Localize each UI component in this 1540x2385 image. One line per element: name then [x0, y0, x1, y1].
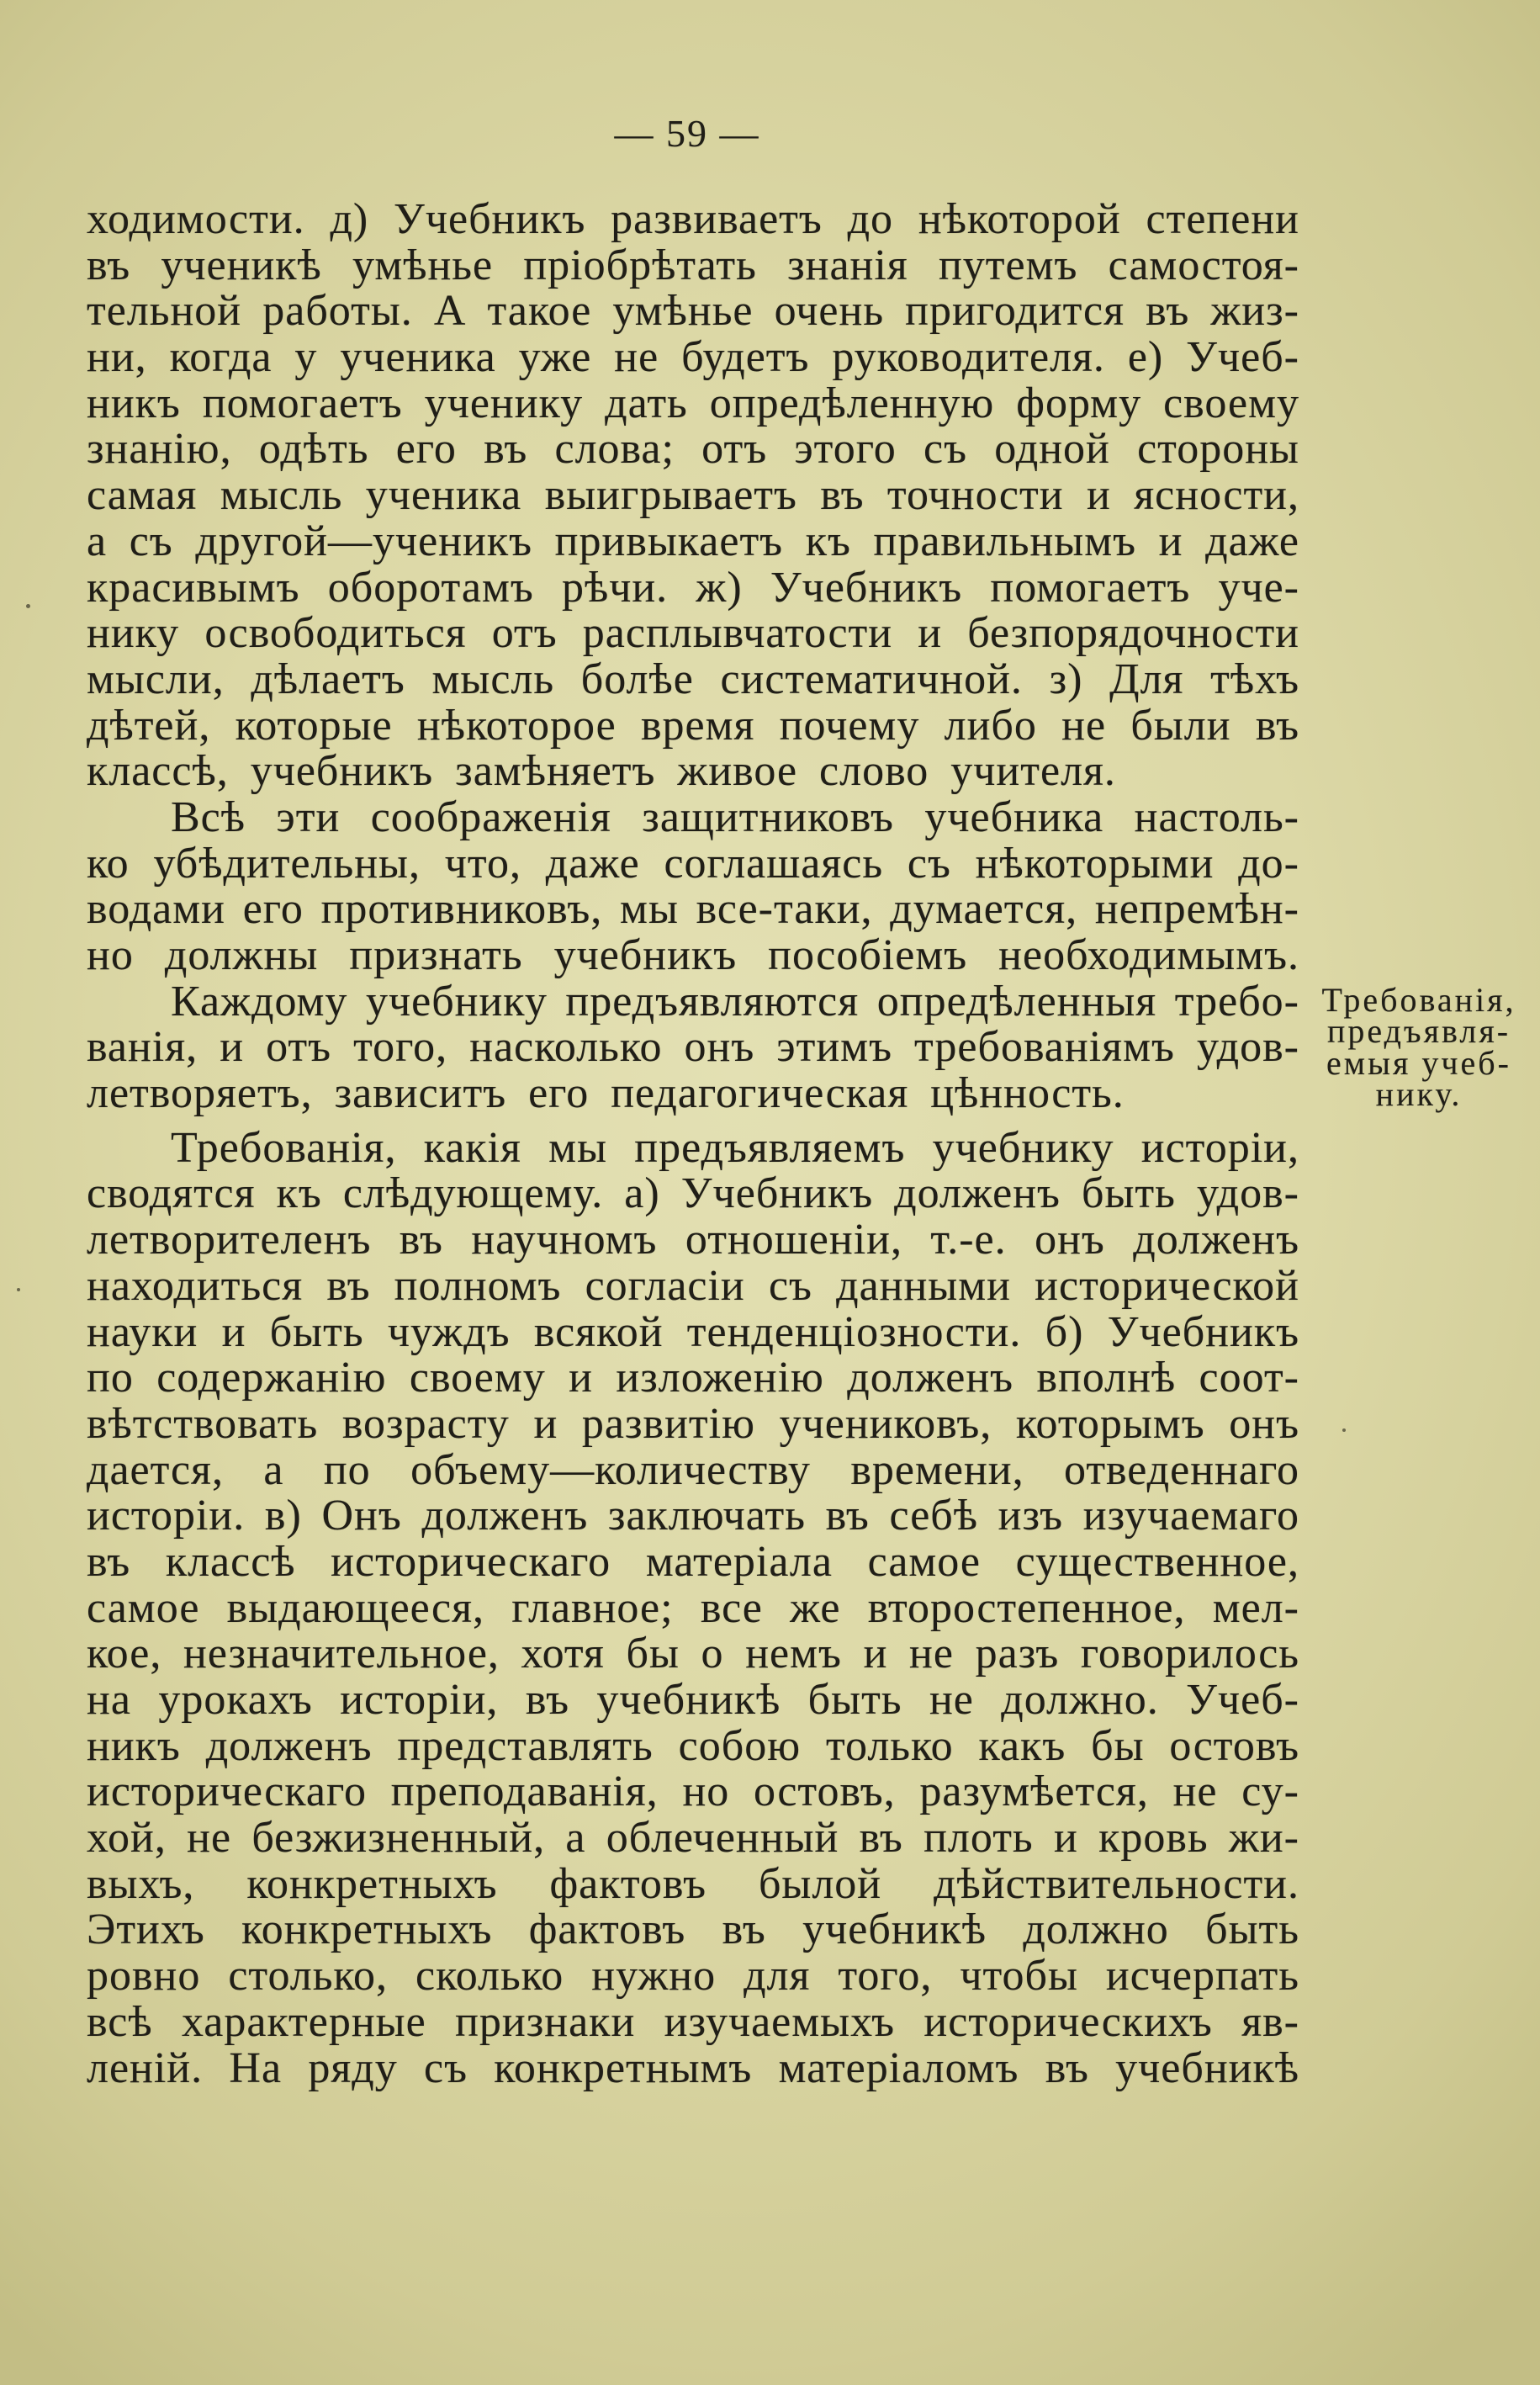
- text-line: сводятся къ слѣдующему. а) Учебникъ долженъ быть удов-: [87, 1169, 1299, 1218]
- text-line: на урокахъ исторіи, въ учебникѣ быть не должно. Учеб-: [87, 1676, 1299, 1724]
- text-line: ни, когда у ученика уже не будетъ руководителя. е) Учеб-: [87, 333, 1299, 382]
- text-line: всѣ характерные признаки изучаемыхъ историческихъ яв-: [87, 1997, 1299, 2046]
- text-line: тельной работы. А такое умѣнье очень пригодится въ жиз-: [87, 287, 1299, 336]
- text-line: ванія, и отъ того, насколько онъ этимъ требованіямъ удов-: [87, 1023, 1299, 1072]
- text-line: вѣтствовать возрасту и развитію учениковъ, которымъ онъ: [87, 1399, 1299, 1448]
- ink-speck: [26, 604, 30, 608]
- text-line: мысли, дѣлаетъ мысль болѣе систематичной. з) Для тѣхъ: [87, 655, 1299, 703]
- ink-speck: [1342, 1428, 1346, 1432]
- text-line: историческаго преподаванія, но остовъ, разумѣется, не су-: [87, 1768, 1299, 1816]
- text-line: самое выдающееся, главное; все же второстепенное, мел-: [87, 1583, 1299, 1632]
- text-line: летворяетъ, зависитъ его педагогическая цѣнность.: [87, 1069, 1125, 1118]
- main-text: [87, 197, 1299, 2091]
- text-line: ходимости. д) Учебникъ развиваетъ до нѣкоторой степени: [87, 195, 1299, 243]
- text-line: а съ другой—ученикъ привыкаетъ къ правильнымъ и даже: [87, 517, 1299, 565]
- text-line: въ ученикѣ умѣнье пріобрѣтать знанія путемъ самостоя-: [87, 241, 1299, 289]
- text-line: нику освободиться отъ расплывчатости и безпорядочности: [87, 609, 1299, 658]
- page-number: — 59 —: [614, 112, 760, 155]
- text-line: кое, незначительное, хотя бы о немъ и не разъ говорилось: [87, 1630, 1299, 1678]
- text-line: самая мысль ученика выигрываетъ въ точности и ясности,: [87, 471, 1299, 520]
- text-line: Требованія, какія мы предъявляемъ учебнику исторіи,: [171, 1123, 1299, 1172]
- text-line: ровно столько, сколько нужно для того, чтобы исчерпать: [87, 1952, 1299, 2001]
- text-line: никъ помогаетъ ученику дать опредѣленную форму своему: [87, 379, 1299, 427]
- text-line: красивымъ оборотамъ рѣчи. ж) Учебникъ помогаетъ уче-: [87, 563, 1299, 612]
- text-line: по содержанію своему и изложенію долженъ вполнѣ соот-: [87, 1354, 1299, 1402]
- text-line: но должны признать учебникъ пособіемъ необходимымъ.: [87, 931, 1299, 979]
- text-line: летворителенъ въ научномъ отношеніи, т.-е. онъ долженъ: [87, 1216, 1299, 1264]
- text-line: классѣ, учебникъ замѣняетъ живое слово учителя.: [87, 747, 1116, 796]
- margin-note-line: емыя учеб-: [1326, 1043, 1511, 1082]
- text-line: знанію, одѣть его въ слова; отъ этого съ одной стороны: [87, 425, 1299, 474]
- text-line: въ классѣ историческаго матеріала самое существенное,: [87, 1537, 1299, 1586]
- margin-note-line: нику.: [1375, 1075, 1463, 1114]
- text-line: находиться въ полномъ согласіи съ данными исторической: [87, 1261, 1299, 1310]
- margin-note: [1304, 981, 1534, 1114]
- paragraph: [87, 792, 1299, 979]
- text-line: ко убѣдительны, что, даже соглашаясь съ нѣкоторыми до-: [87, 839, 1299, 888]
- text-line: Каждому учебнику предъявляются опредѣленныя требо-: [171, 977, 1299, 1026]
- text-line: дается, а по объему—количеству времени, отведеннаго: [87, 1445, 1299, 1494]
- text-line: леній. На ряду съ конкретнымъ матеріаломъ въ учебникѣ: [87, 2043, 1299, 2092]
- text-line: выхъ, конкретныхъ фактовъ былой дѣйствительности.: [87, 1859, 1299, 1908]
- margin-note-line: предъявля-: [1326, 1012, 1511, 1051]
- text-line: исторіи. в) Онъ долженъ заключать въ себѣ изъ изучаемаго: [87, 1492, 1299, 1540]
- text-line: дѣтей, которые нѣкоторое время почему либо не были въ: [87, 701, 1299, 750]
- paragraph: [87, 197, 1299, 795]
- text-line: водами его противниковъ, мы все-таки, думается, непремѣн-: [87, 885, 1299, 934]
- text-line: никъ долженъ представлять собою только какъ бы остовъ: [87, 1721, 1299, 1770]
- text-line: Всѣ эти соображенія защитниковъ учебника настоль-: [171, 792, 1299, 841]
- paragraph: [87, 979, 1299, 1117]
- margin-note-line: Требованія,: [1321, 981, 1516, 1019]
- paragraph: [87, 1123, 1299, 2092]
- ink-speck: [17, 1288, 20, 1291]
- text-line: науки и быть чуждъ всякой тенденціозности. б) Учебникъ: [87, 1307, 1299, 1356]
- text-line: хой, не безжизненный, а облеченный въ плоть и кровь жи-: [87, 1814, 1299, 1863]
- text-line: Этихъ конкретныхъ фактовъ въ учебникѣ должно быть: [87, 1905, 1299, 1954]
